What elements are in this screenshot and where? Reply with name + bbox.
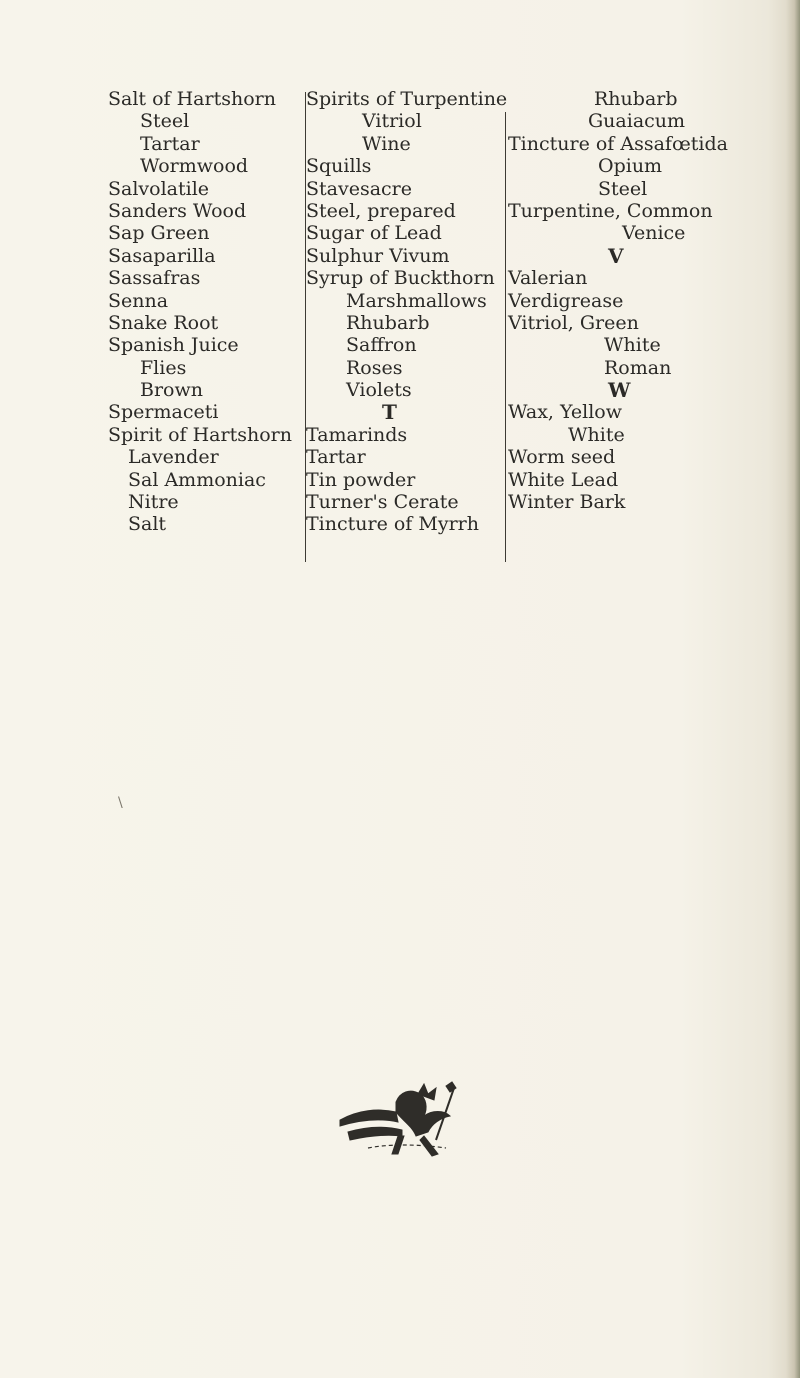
printer-ornament-icon: [328, 1080, 478, 1160]
list-item: Verdigrease: [508, 289, 624, 312]
list-item: Tamarinds: [306, 423, 408, 446]
list-item: Venice: [622, 222, 686, 245]
list-item: Roses: [346, 356, 403, 379]
list-item: Wormwood: [140, 155, 249, 178]
list-item: Marshmallows: [346, 289, 487, 312]
stray-mark: \: [118, 795, 123, 811]
list-item: Tin powder: [306, 468, 416, 491]
column-2: [306, 88, 508, 536]
list-item: Spermaceti: [108, 401, 219, 424]
list-item: White: [604, 334, 661, 357]
list-item: Tartar: [306, 446, 366, 469]
page-edge-shadow: [786, 0, 800, 1378]
list-item: Violets: [346, 379, 412, 402]
list-item: Salt of Hartshorn: [108, 88, 276, 110]
list-item: Steel: [140, 110, 190, 133]
list-item: Rhubarb: [594, 88, 678, 110]
list-item: Sassafras: [108, 267, 201, 290]
list-item: Rhubarb: [346, 311, 430, 334]
list-item: Sal Ammoniac: [128, 468, 266, 491]
list-item: Guaiacum: [588, 110, 686, 133]
section-letter-w: W: [608, 378, 631, 403]
list-item: Turner's Cerate: [306, 491, 459, 514]
list-item: Nitre: [128, 491, 179, 514]
list-item: Lavender: [128, 446, 219, 469]
list-item: Steel: [598, 177, 648, 200]
list-item: Wine: [362, 132, 411, 155]
list-item: Turpentine, Common: [508, 199, 713, 222]
list-item: Sasaparilla: [108, 244, 216, 267]
list-item: Tartar: [140, 132, 200, 155]
list-item: White Lead: [508, 468, 619, 491]
list-item: Brown: [140, 379, 203, 402]
list-item: Tincture of Assafœtida: [508, 132, 728, 155]
list-item: Vitriol: [362, 110, 422, 133]
list-item: Sugar of Lead: [306, 222, 442, 245]
list-item: Squills: [306, 155, 372, 178]
list-item: Spirits of Turpentine: [306, 88, 508, 110]
list-item: Saffron: [346, 334, 417, 357]
section-letter-t: T: [382, 400, 397, 425]
list-item: Spirit of Hartshorn: [108, 423, 292, 446]
list-item: Tincture of Myrrh: [306, 513, 479, 536]
list-item: Valerian: [508, 267, 588, 290]
list-item: Senna: [108, 289, 169, 312]
list-item: Sap Green: [108, 222, 210, 245]
list-item: Roman: [604, 356, 672, 379]
list-item: Stavesacre: [306, 177, 413, 200]
list-item: Worm seed: [508, 446, 616, 469]
list-item: Spanish Juice: [108, 334, 239, 357]
list-item: Snake Root: [108, 311, 219, 334]
list-item: Steel, prepared: [306, 199, 456, 222]
list-item: Winter Bark: [508, 491, 626, 514]
column-3: [508, 88, 733, 513]
list-item: Syrup of Buckthorn: [306, 267, 495, 290]
section-letter-v: V: [608, 243, 624, 268]
list-item: Vitriol, Green: [508, 311, 639, 334]
list-item: Sulphur Vivum: [306, 244, 450, 267]
list-item: Salt: [128, 513, 167, 536]
list-item: Opium: [598, 155, 663, 178]
list-item: Flies: [140, 356, 187, 379]
list-item: Sanders Wood: [108, 199, 247, 222]
list-item: White: [568, 423, 625, 446]
column-1: [108, 88, 290, 536]
list-item: Salvolatile: [108, 177, 210, 200]
list-item: Wax, Yellow: [508, 401, 622, 424]
